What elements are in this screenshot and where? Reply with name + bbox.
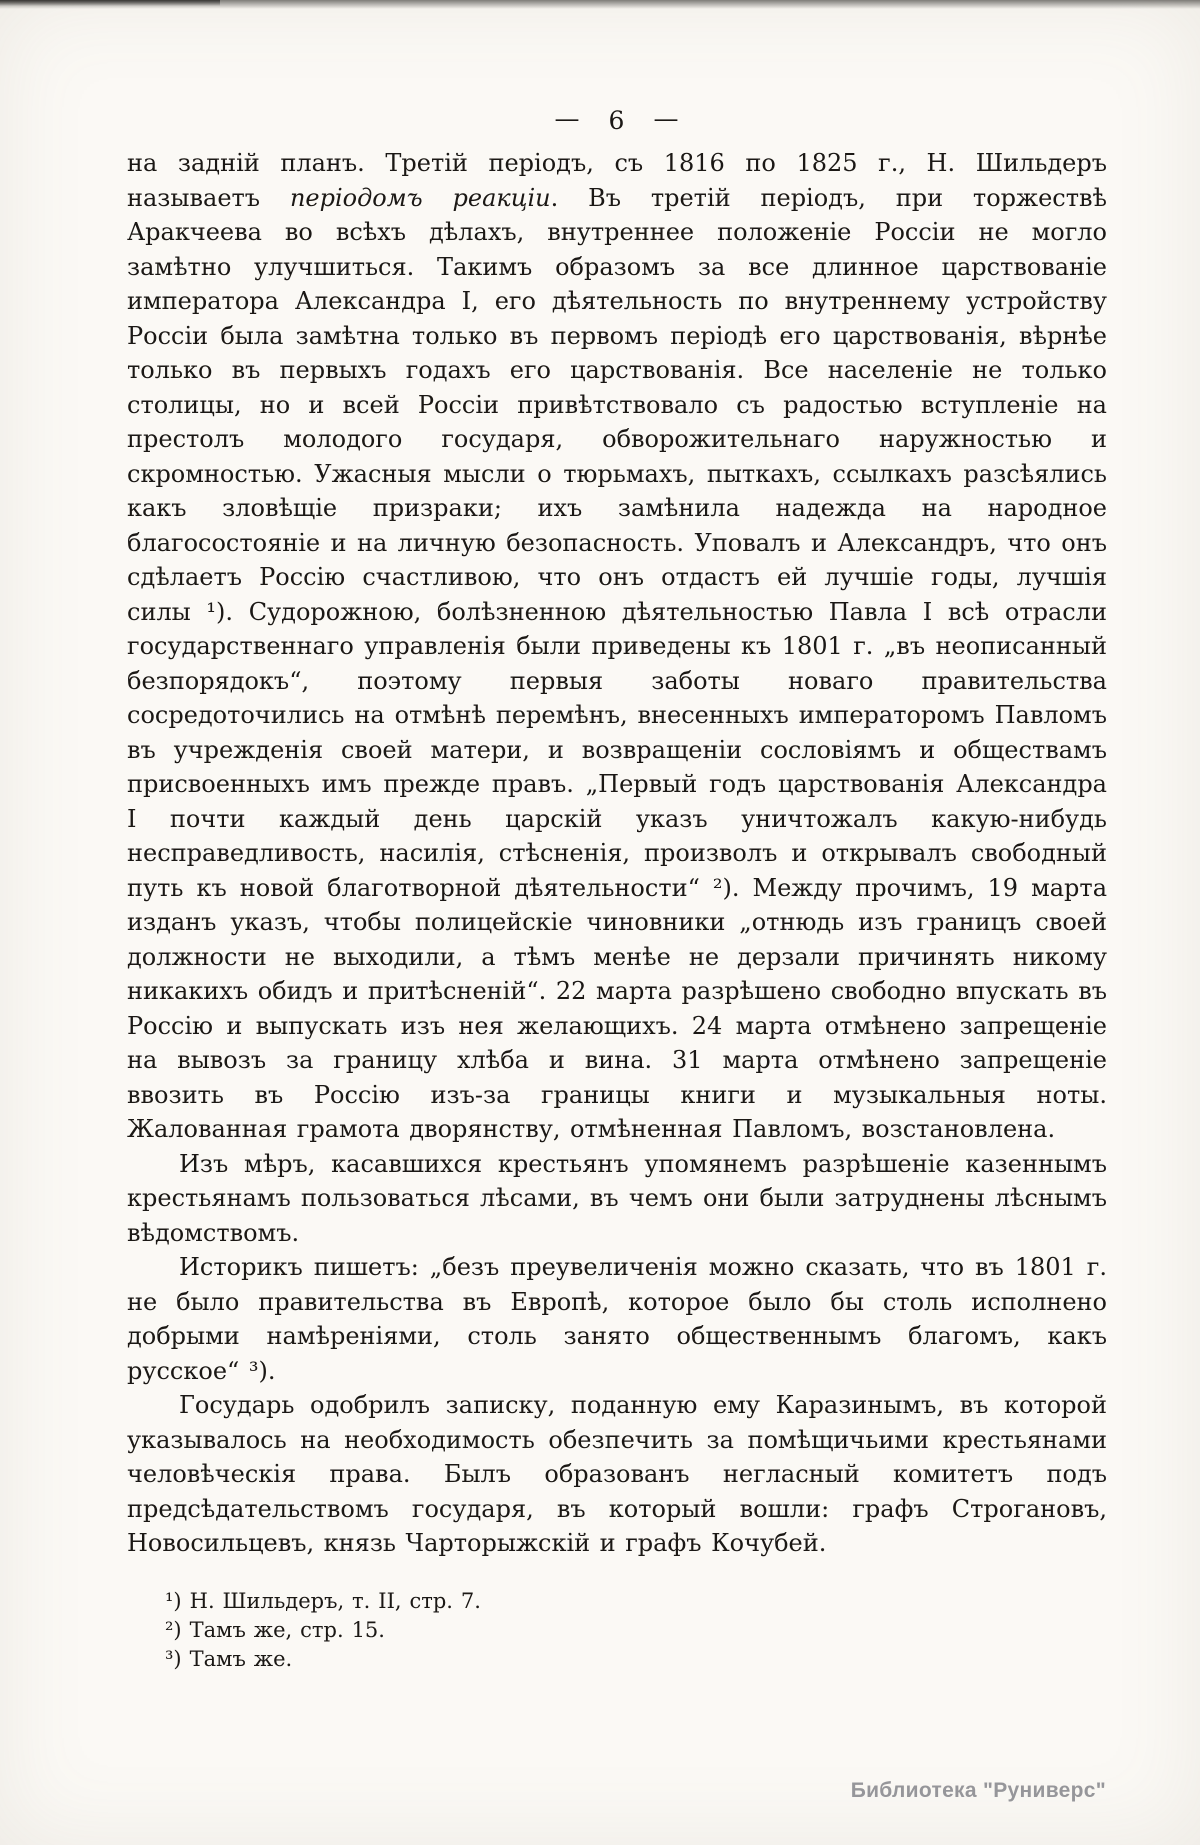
paragraph-3: Историкъ пишетъ: „безъ преувеличенія можно сказать, что въ 1801 г. не было правительства въ Европѣ, которое было бы столь исполнено добрыми намѣреніями, столь занято общественнымъ благомъ, какъ русское“ ³). [127, 1253, 1107, 1385]
library-watermark: Библиотека "Руниверс" [850, 1779, 1106, 1802]
paragraph-1-rest: . Въ третій періодъ, при торжествѣ Аракчеева во всѣхъ дѣлахъ, внутреннее положеніе Россіи не могло замѣтно улучшиться. Такимъ образомъ за все длинное царствованіе императора Александра I, его дѣятельность по внутреннему устройству Россіи была замѣтна только въ первомъ періодѣ его царствованія, вѣрнѣе только въ первыхъ годахъ его царствованія. Все населеніе не только столицы, но и всей Россіи привѣтствовало съ радостью вступленіе на престолъ молодого государя, обворожительнаго наружностью и скромностью. Ужасныя мысли о тюрьмахъ, пыткахъ, ссылкахъ разсѣялись какъ зловѣщіе призраки; ихъ замѣнила надежда на народное благосостояніе и на личную безопасность. Уповалъ и Александръ, что онъ сдѣлаетъ Россію счастливою, что онъ отдастъ ей лучшіе годы, лучшія силы ¹). Судорожною, болѣзненною дѣятельностью Павла I всѣ отрасли государственнаго управленія были приведены къ 1801 г. „въ неописанный безпорядокъ“, поэтому первыя заботы новаго правительства сосредоточились на отмѣнѣ перемѣнъ, внесенныхъ императоромъ Павломъ въ учрежденія своей матери, и возвращеніи сословіямъ и обществамъ присвоенныхъ имъ прежде правъ. „Первый годъ царствованія Александра I почти каждый день царскій указъ уничтожалъ какую-нибудь несправедливость, насилія, стѣсненія, произволъ и открывалъ свободный путь къ новой благотворной дѣятельности“ ²). Между прочимъ, 19 марта изданъ указъ, чтобы полицейскіе чиновники „отнюдь изъ границъ своей должности не выходили, а тѣмъ менѣе не дерзали причинять никому никакихъ обидъ и притѣсненій“. 22 марта разрѣшено свободно впускать въ Россію и выпускать изъ нея желающихъ. 24 марта отмѣнено запрещеніе на вывозъ за границу хлѣба и вина. 31 марта отмѣнено запрещеніе ввозить въ Россію изъ-за границы книги и музыкальныя ноты. Жалованная грамота дворянству, отмѣненная Павломъ, возстановлена. [127, 183, 1107, 1143]
paragraph-1-lead: на задній планъ. Третій періодъ, съ 1816 по 1825 г., Н. Шильдеръ называетъ [127, 149, 1107, 212]
footnote-2-marker: ²) [165, 1617, 182, 1642]
paragraph-4: Государь одобрилъ записку, поданную ему Каразинымъ, въ которой указывалось на необходимость обезпечить за помѣщичьими крестьянами человѣческія права. Былъ образованъ негласный комитетъ подъ предсѣдательствомъ государя, въ который вошли: графъ Строгановъ, Новосильцевъ, князь Чарторыжскій и графъ Кочубей. [127, 1391, 1107, 1557]
footnote-2-text: Тамъ же, стр. 15. [189, 1617, 385, 1642]
body-text-column [127, 146, 1107, 1674]
footnote-1-marker: ¹) [165, 1588, 182, 1613]
footnotes-block [127, 1587, 1107, 1674]
paragraph-1 [127, 146, 1107, 1147]
paragraph-1-italic-phrase: періодомъ реакціи [289, 183, 551, 212]
footnote-2 [165, 1616, 1107, 1645]
footnote-3 [165, 1645, 1107, 1674]
footnote-1 [165, 1587, 1107, 1616]
footnote-1-text: Н. Шильдеръ, т. II, стр. 7. [189, 1588, 481, 1613]
scan-corner-artifact [0, 0, 220, 6]
page-number: 6 [608, 106, 626, 135]
footnote-3-marker: ³) [165, 1646, 182, 1671]
page-header [127, 106, 1107, 135]
footnote-3-text: Тамъ же. [189, 1646, 293, 1671]
paragraph-2: Изъ мѣръ, касавшихся крестьянъ упомянемъ разрѣшеніе казеннымъ крестьянамъ пользоваться лѣсами, въ чемъ они были затруднены лѣснымъ вѣдомствомъ. [127, 1149, 1107, 1247]
header-dash-right: — [653, 104, 680, 133]
header-dash-left: — [554, 104, 581, 133]
